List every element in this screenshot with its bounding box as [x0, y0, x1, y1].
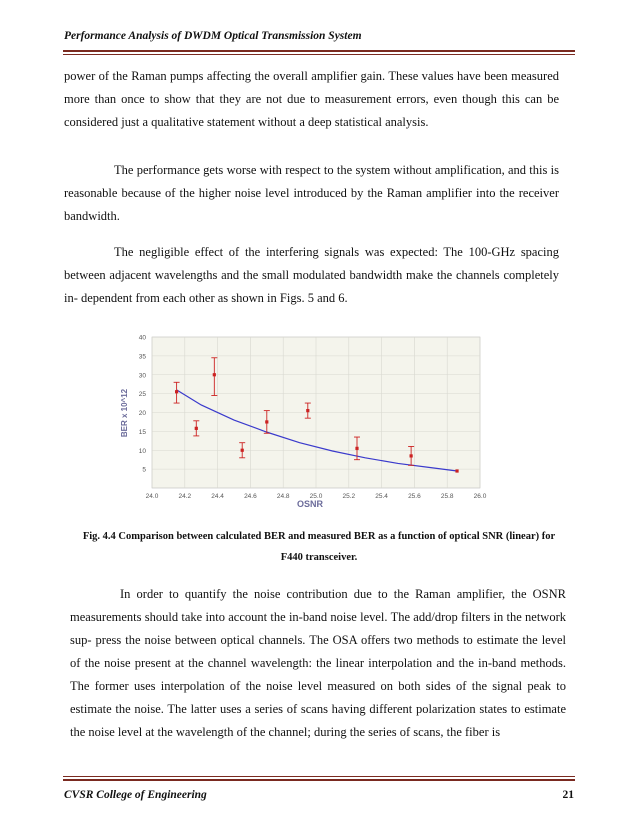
footer-institution: CVSR College of Engineering: [64, 789, 207, 801]
page-number: 21: [562, 789, 574, 801]
measured-ber-point: [410, 454, 413, 457]
y-tick-label: 25: [138, 391, 146, 399]
x-axis-label: OSNR: [296, 499, 324, 509]
y-tick-label: 35: [138, 353, 146, 361]
measured-ber-point: [306, 409, 309, 412]
measured-ber-point: [265, 420, 268, 423]
ber-figure: [112, 323, 498, 511]
paragraph-3: The negligible effect of the interfering signals was expected: The 100-GHz spacing between adjacent wavelengths and the small modulated bandwidth make the channels completely in- dependent from each other as shown in Figs. 5 and 6.: [64, 245, 559, 305]
y-tick-label: 10: [138, 447, 146, 455]
measured-ber-point: [175, 390, 178, 393]
x-tick-label: 26.0: [473, 493, 487, 500]
x-tick-label: 25.2: [342, 493, 356, 500]
x-tick-label: 25.4: [375, 493, 388, 500]
measured-ber-point: [195, 427, 198, 430]
measured-ber-point: [213, 373, 216, 376]
x-tick-label: 24.0: [145, 493, 159, 500]
y-tick-label: 15: [138, 428, 146, 436]
figure-caption-line-1: Fig. 4.4 Comparison between calculated BER and measured BER as a function of optical SNR (linear) for: [82, 531, 556, 542]
footer-rule-thin: [63, 776, 575, 777]
header-rule: [63, 50, 575, 52]
y-tick-label: 5: [142, 466, 146, 474]
x-tick-label: 24.4: [211, 493, 224, 500]
paragraph-1: power of the Raman pumps affecting the overall amplifier gain. These values have been measured more than once to show that they are not due to measurement errors, even though this can be considered just a qualitative statement without a deep statistical analysis.: [64, 69, 559, 129]
running-header: Performance Analysis of DWDM Optical Transmission System: [64, 30, 362, 42]
header-rule-thin: [63, 54, 575, 55]
ber-chart: [112, 323, 498, 511]
measured-ber-point: [455, 469, 458, 472]
y-tick-label: 40: [138, 334, 146, 342]
x-tick-label: 24.8: [276, 493, 290, 500]
y-tick-label: 20: [138, 410, 146, 417]
measured-ber-point: [355, 447, 358, 450]
x-tick-label: 25.8: [440, 493, 454, 500]
figure-caption-line-2: F440 transceiver.: [280, 552, 358, 563]
x-tick-label: 24.2: [178, 493, 192, 500]
footer-rule: [63, 779, 575, 781]
paragraph-4: In order to quantify the noise contribution due to the Raman amplifier, the OSNR measurements should take into account the in-band noise level. The add/drop filters in the network sup- press the noise between optical channels. The OSA offers two methods to estimate the level of the noise present at the channel wavelength: the linear interpolation and the in-band methods. The former uses interpolation of the noise level measured on both sides of the signal peak to estimate the noise. The latter uses a series of scans having different polarization states to estimate the noise level at the wavelength of the channel; during the series of scans, the fiber is: [70, 587, 566, 739]
x-tick-label: 25.0: [309, 493, 323, 500]
x-tick-label: 24.6: [244, 493, 257, 500]
paragraph-2: The performance gets worse with respect to the system without amplification, and this is reasonable because of the higher noise level introduced by the Raman amplifier into the receiver bandwidth.: [64, 163, 559, 223]
y-axis-label: BER x 10^12: [120, 388, 129, 438]
y-tick-label: 30: [138, 372, 146, 380]
x-tick-label: 25.6: [408, 493, 421, 500]
measured-ber-point: [241, 449, 244, 452]
